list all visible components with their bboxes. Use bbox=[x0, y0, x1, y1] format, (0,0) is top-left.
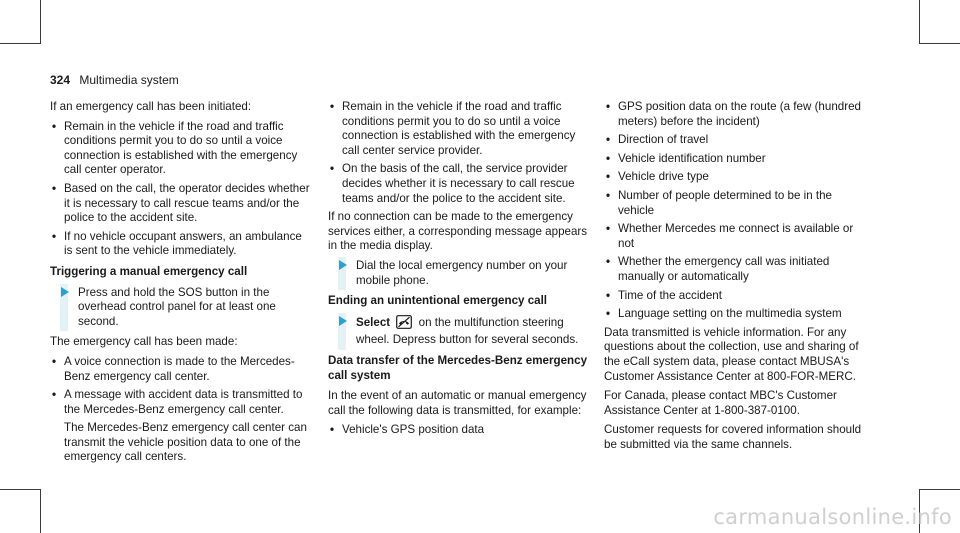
list-item: • A voice connection is made to the Mercedes-Benz emergency call center. bbox=[50, 355, 312, 384]
list-item: • A message with accident data is transmitted to the Mercedes-Benz emergency call center. bbox=[50, 388, 312, 417]
crop-mark bbox=[0, 489, 41, 490]
step-arrow-icon bbox=[61, 287, 69, 297]
step-text: on the multifunction steering wheel. Depress button for several seconds. bbox=[356, 315, 579, 347]
no-connection-text: If no connection can be made to the emergency services either, a corresponding message appears in the media display. bbox=[328, 210, 588, 253]
list-item: • Time of the accident bbox=[604, 289, 866, 304]
crop-mark bbox=[919, 43, 960, 44]
requests-paragraph: Customer requests for covered information should be submitted via the same channels. bbox=[604, 423, 862, 451]
crop-mark bbox=[919, 489, 960, 490]
column-3 bbox=[604, 100, 866, 457]
list-item: • On the basis of the call, the service provider decides whether it is necessary to call rescue teams and/or the police to the accident site. bbox=[328, 162, 590, 206]
list-item: • Vehicle drive type bbox=[604, 170, 866, 185]
section-heading: Ending an unintentional emergency call bbox=[328, 294, 548, 308]
list-item: • Whether Mercedes me connect is available or not bbox=[604, 222, 866, 251]
canada-paragraph: For Canada, please contact MBC's Customer Assistance Center at 1-800-387-0100. bbox=[604, 389, 837, 417]
list-item: • Vehicle's GPS position data bbox=[328, 423, 590, 438]
column-1 bbox=[50, 100, 312, 469]
list-item: • Number of people determined to be in the vehicle bbox=[604, 189, 866, 218]
list-item: • Direction of travel bbox=[604, 133, 866, 148]
column-2 bbox=[328, 100, 590, 442]
list-item: • GPS position data on the route (a few (hundred meters) before the incident) bbox=[604, 100, 866, 129]
end-call-icon bbox=[396, 315, 412, 334]
section-heading: Data transfer of the Mercedes-Benz emergency call system bbox=[328, 353, 588, 382]
step-text: Dial the local emergency number on your mobile phone. bbox=[356, 258, 568, 287]
section-title: Multimedia system bbox=[79, 73, 179, 87]
step-item bbox=[50, 286, 312, 330]
step-arrow-icon bbox=[339, 260, 347, 270]
transfer-intro-text: In the event of an automatic or manual emergency call the following data is transmitted, for example: bbox=[328, 389, 587, 417]
list-item: • Remain in the vehicle if the road and traffic conditions permit you to do so until a voice connection is established with the emergency call center service provider. bbox=[328, 100, 590, 158]
sub-paragraph: The Mercedes-Benz emergency call center can transmit the vehicle position data to one of the emergency call centers. bbox=[64, 421, 307, 464]
crop-mark bbox=[0, 43, 41, 44]
page-number: 324 bbox=[50, 73, 71, 87]
watermark: carmanualsonline.info bbox=[713, 505, 952, 530]
list-item: • Based on the call, the operator decides whether it is necessary to call rescue teams and/or the police to the accident site. bbox=[50, 182, 312, 226]
intro-text: If an emergency call has been initiated: bbox=[50, 100, 252, 113]
list-item: • Whether the emergency call was initiated manually or automatically bbox=[604, 255, 866, 284]
section-heading: Triggering a manual emergency call bbox=[50, 264, 248, 278]
step-item bbox=[328, 315, 590, 348]
page-header bbox=[50, 73, 179, 88]
made-intro-text: The emergency call has been made: bbox=[50, 335, 238, 349]
step-arrow-icon bbox=[339, 316, 347, 326]
list-item: • If no vehicle occupant answers, an ambulance is sent to the vehicle immediately. bbox=[50, 230, 312, 259]
list-item: • Language setting on the multimedia system bbox=[604, 307, 866, 322]
list-item: • Vehicle identification number bbox=[604, 152, 866, 167]
step-text: Press and hold the SOS button in the overhead control panel for at least one second. bbox=[78, 285, 276, 328]
info-paragraph: Data transmitted is vehicle information. For any questions about the collection, use and sharing of the eCall system data, please contact MBUSA's Customer Assistance Center at 800-FOR-MERC. bbox=[604, 325, 859, 383]
list-item: • Remain in the vehicle if the road and traffic conditions permit you to do so until a voice connection is established with the emergency call center operator. bbox=[50, 120, 312, 178]
select-label: Select bbox=[356, 315, 391, 329]
step-item bbox=[328, 259, 590, 288]
crop-mark bbox=[919, 0, 920, 44]
crop-mark bbox=[40, 489, 41, 533]
crop-mark bbox=[40, 0, 41, 44]
